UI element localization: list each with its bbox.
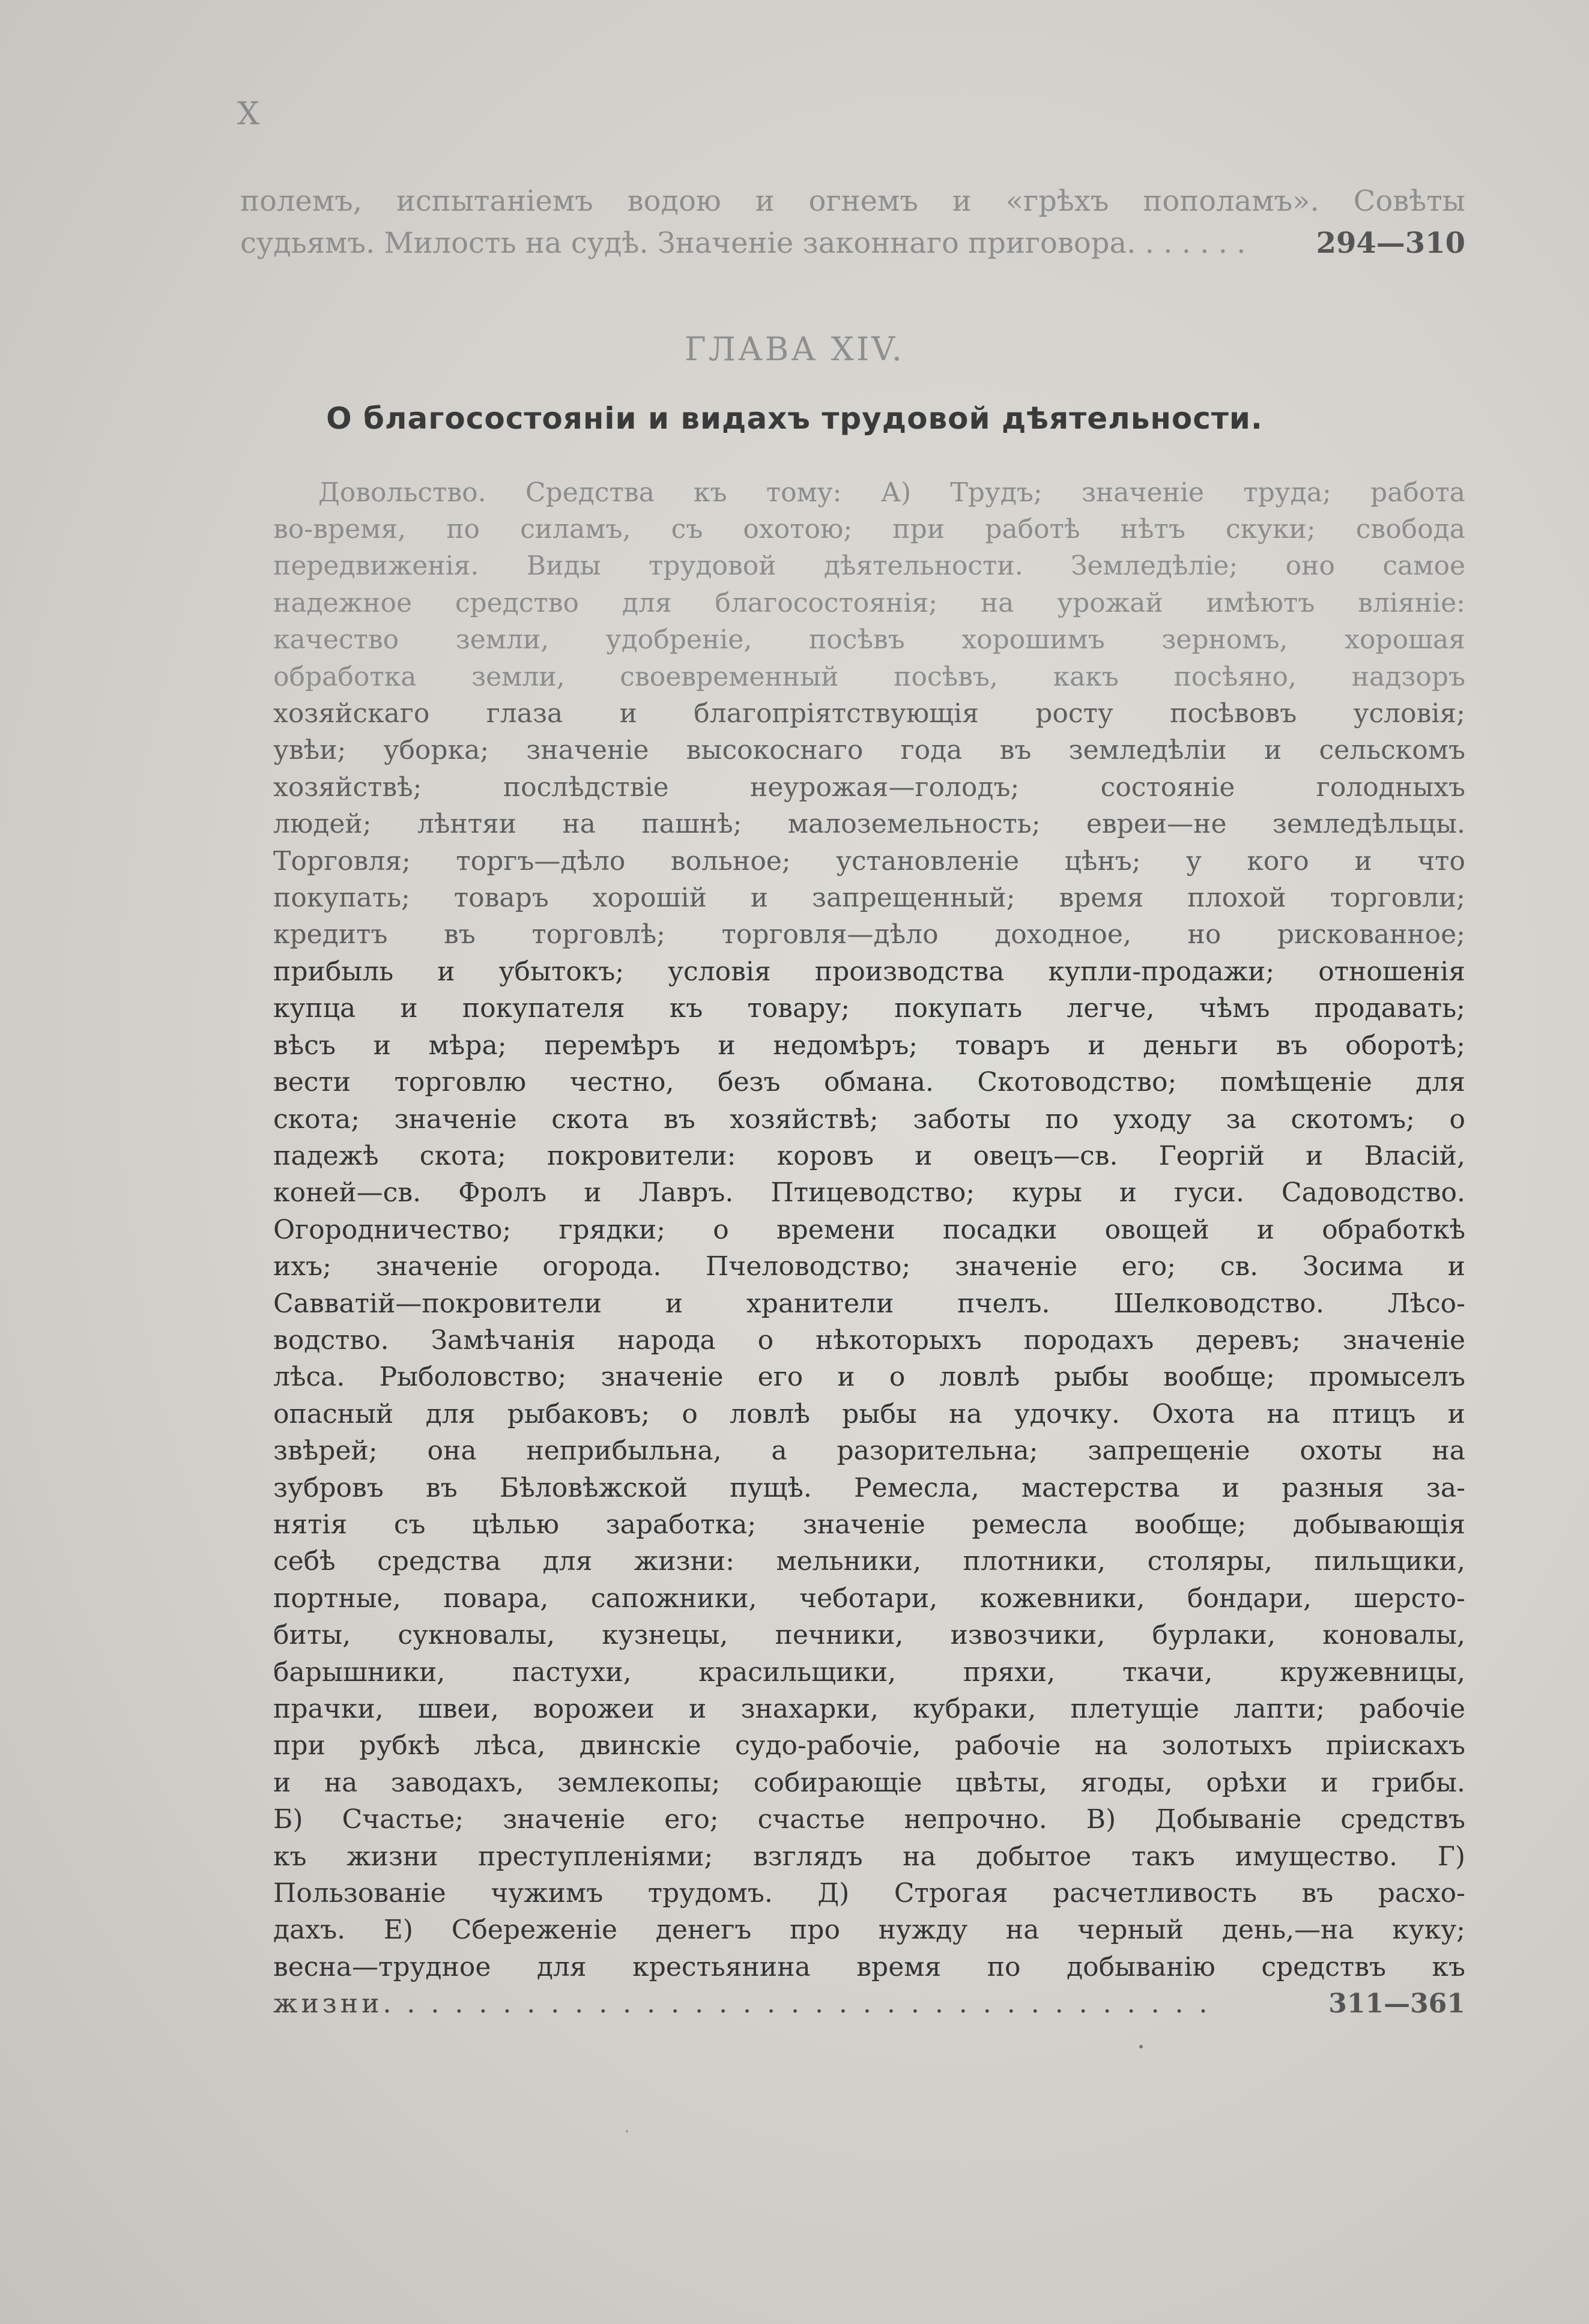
paper-speck <box>1139 2045 1143 2048</box>
text-line: вести торговлю честно, безъ обмана. Скотоводство; помѣщеніе для <box>273 1067 1465 1098</box>
text-line: Пользованіе чужимъ трудомъ. Д) Строгая расчетливость въ расхо- <box>273 1878 1465 1909</box>
chapter-pages: 311—361 <box>1328 1988 1465 2020</box>
previous-entry-line: полемъ, испытаніемъ водою и огнемъ и «грѣхъ пополамъ». Совѣты <box>240 184 1465 218</box>
text-line: хозяйствѣ; послѣдствіе неурожая—голодъ; состояніе голодныхъ <box>273 771 1465 803</box>
chapter-first-line-block <box>318 474 1465 511</box>
previous-entry-last-line <box>240 222 1465 264</box>
previous-toc-entry <box>240 180 1465 264</box>
text-line: обработка земли, своевременный посѣвъ, какъ посѣяно, надзоръ <box>273 661 1465 692</box>
text-line: надежное средство для благосостоянія; на урожай имѣютъ вліяніе: <box>273 587 1465 618</box>
chapter-title: ГЛАВА XIV. <box>685 330 904 368</box>
chapter-entry-last-line <box>273 1985 1465 2022</box>
text-line: зубровъ въ Бѣловѣжской пущѣ. Ремесла, мастерства и разныя за- <box>273 1472 1465 1503</box>
text-line: скота; значеніе скота въ хозяйствѣ; заботы по уходу за скотомъ; о <box>273 1103 1465 1135</box>
previous-entry-pages: 294—310 <box>1316 226 1465 260</box>
text-line: Б) Счастье; значеніе его; счастье непрочно. В) Добываніе средствъ <box>273 1804 1465 1835</box>
text-line: при рубкѣ лѣса, двинскіе судо-рабочіе, рабочіе на золотыхъ пріискахъ <box>273 1730 1465 1761</box>
text-line: дахъ. Е) Сбереженіе денегъ про нужду на черный день,—на куку; <box>273 1915 1465 1946</box>
text-line: купца и покупателя къ товару; покупать легче, чѣмъ продавать; <box>273 993 1465 1024</box>
text-line: людей; лѣнтяи на пашнѣ; малоземельность; евреи—не земледѣльцы. <box>273 809 1465 840</box>
previous-entry-text: судьямъ. Милость на судѣ. Значеніе законнаго приговора. . . . . . . <box>240 226 1246 260</box>
text-line: увѣи; уборка; значеніе высокоснаго года въ земледѣліи и сельскомъ <box>273 735 1465 766</box>
text-line: падежѣ скота; покровители: коровъ и овецъ—св. Георгій и Власій, <box>273 1140 1465 1171</box>
leader-dots: жизни. . . . . . . . . . . . . . . . . . . . . . . . . . . . . . . . . . . <box>273 1988 1211 2020</box>
text-line: и на заводахъ, землекопы; собирающіе цвѣты, ягоды, орѣхи и грибы. <box>273 1767 1465 1798</box>
text-line: нятія съ цѣлью заработка; значеніе ремесла вообще; добывающія <box>273 1509 1465 1540</box>
text-line: биты, сукновалы, кузнецы, печники, извозчики, бурлаки, коновалы, <box>273 1620 1465 1651</box>
text-line: Савватій—покровители и хранители пчелъ. Шелководство. Лѣсо- <box>273 1288 1465 1319</box>
text-line: ихъ; значеніе огорода. Пчеловодство; значеніе его; св. Зосима и <box>273 1251 1465 1282</box>
text-line: хозяйскаго глаза и благопріятствующія росту посѣвовъ условія; <box>273 698 1465 729</box>
text-line: опасный для рыбаковъ; о ловлѣ рыбы на удочку. Охота на птицъ и <box>273 1398 1465 1429</box>
text-line: къ жизни преступленіями; взглядъ на добытое такъ имущество. Г) <box>273 1841 1465 1872</box>
text-line: барышники, пастухи, красильщики, пряхи, ткачи, кружевницы, <box>273 1656 1465 1688</box>
chapter-first-line: Довольство. Средства къ тому: А) Трудъ; значеніе труда; работа <box>318 477 1465 508</box>
text-line: коней—св. Фролъ и Лавръ. Птицеводство; куры и гуси. Садоводство. <box>273 1177 1465 1209</box>
chapter-subtitle: О благосостояніи и видахъ трудовой дѣятельности. <box>326 401 1263 436</box>
chapter-contents-text <box>273 511 1465 2023</box>
text-line: кредитъ въ торговлѣ; торговля—дѣло доходное, но рискованное; <box>273 919 1465 950</box>
text-line: себѣ средства для жизни: мельники, плотники, столяры, пильщики, <box>273 1546 1465 1577</box>
text-line: покупать; товаръ хорошій и запрещенный; время плохой торговли; <box>273 883 1465 914</box>
text-line: во-время, по силамъ, съ охотою; при работѣ нѣтъ скуки; свобода <box>273 514 1465 545</box>
text-line: прибыль и убытокъ; условія производства купли-продажи; отношенія <box>273 956 1465 987</box>
text-line: прачки, швеи, ворожеи и знахарки, кубраки, плетущіе лапти; рабочіе <box>273 1694 1465 1724</box>
text-line: вѣсъ и мѣра; перемѣръ и недомѣръ; товаръ и деньги въ оборотѣ; <box>273 1030 1465 1061</box>
page-number: X <box>237 96 261 132</box>
text-line: портные, повара, сапожники, чеботари, кожевники, бондари, шерсто- <box>273 1583 1465 1614</box>
text-line: лѣса. Рыболовство; значеніе его и о ловлѣ рыбы вообще; промыселъ <box>273 1362 1465 1393</box>
text-line: Торговля; торгъ—дѣло вольное; установленіе цѣнъ; у кого и что <box>273 845 1465 877</box>
text-line: качество земли, удобреніе, посѣвъ хорошимъ зерномъ, хорошая <box>273 624 1465 656</box>
text-line: водство. Замѣчанія народа о нѣкоторыхъ породахъ деревъ; значеніе <box>273 1324 1465 1356</box>
text-line: весна—трудное для крестьянина время по добыванію средствъ къ <box>273 1951 1465 1982</box>
text-line: звѣрей; она неприбыльна, а разорительна; запрещеніе охоты на <box>273 1435 1465 1467</box>
paper-speck <box>626 2130 628 2132</box>
text-line: Огородничество; грядки; о времени посадки овощей и обработкѣ <box>273 1214 1465 1245</box>
text-line: передвиженія. Виды трудовой дѣятельности. Земледѣліе; оно самое <box>273 551 1465 582</box>
